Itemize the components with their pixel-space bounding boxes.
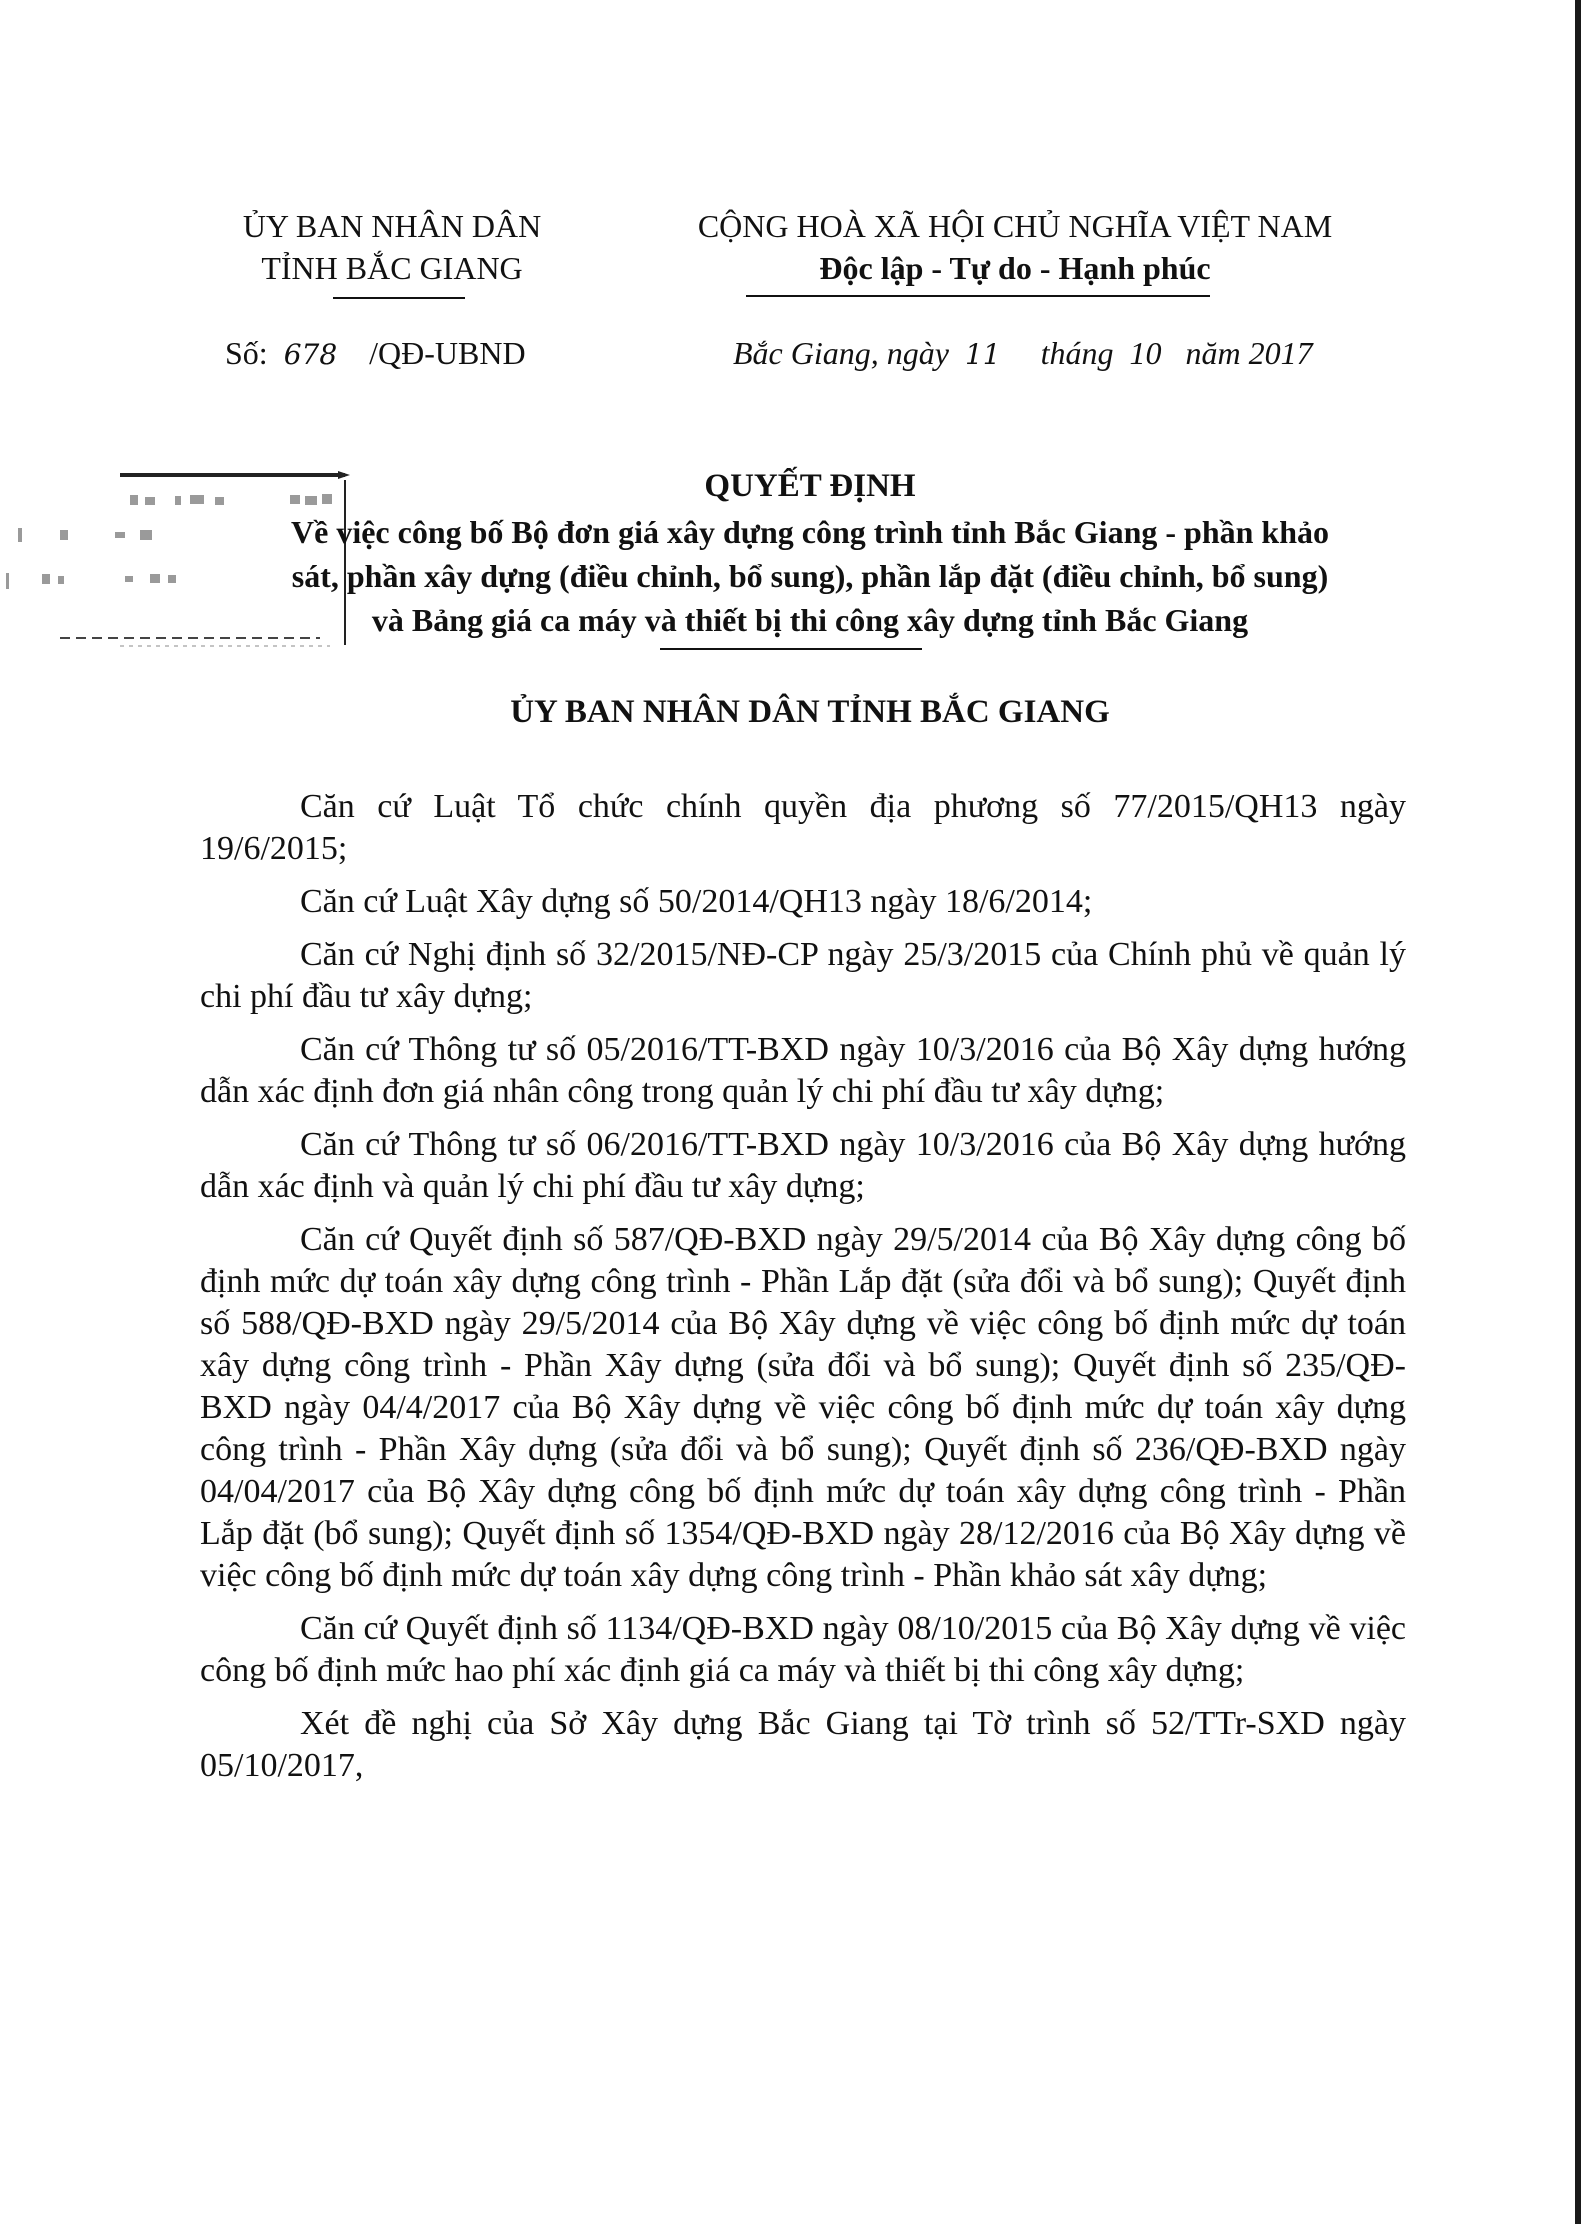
doc-number-suffix: /QĐ-UBND — [369, 335, 526, 371]
date-month: 10 — [1129, 335, 1162, 371]
body-paragraph: Căn cứ Luật Tổ chức chính quyền địa phương số 77/2015/QH13 ngày 19/6/2015; — [200, 788, 1406, 867]
body-paragraph: Căn cứ Thông tư số 05/2016/TT-BXD ngày 10/3/2016 của Bộ Xây dựng hướng dẫn xác định đơn giá nhân công trong quản lý chi phí đầu tư xây dựng; — [200, 1031, 1406, 1110]
subject-line-3: và Bảng giá ca máy và thiết bị thi công xây dựng tỉnh Bắc Giang — [371, 602, 1249, 638]
doc-number-prefix: Số: — [225, 335, 268, 371]
body-paragraph: Căn cứ Nghị định số 32/2015/NĐ-CP ngày 25/3/2015 của Chính phủ về quản lý chi phí đầu tư xây dựng; — [200, 936, 1406, 1015]
date-day: 11 — [964, 338, 1001, 371]
document-date — [733, 333, 1313, 375]
doc-number-value: 678 — [283, 338, 338, 371]
body-paragraph: Căn cứ Quyết định số 1134/QĐ-BXD ngày 08/10/2015 của Bộ Xây dựng về việc công bố định mức hao phí xác định giá ca máy và thiết bị thi công xây dựng; — [200, 1610, 1406, 1689]
motto-underline — [746, 295, 1210, 297]
date-place-prefix: Bắc Giang, ngày — [733, 335, 949, 371]
agency-underline — [333, 297, 465, 299]
body-paragraph: Căn cứ Quyết định số 587/QĐ-BXD ngày 29/5/2014 của Bộ Xây dựng công bố định mức dự toán xây dựng công trình - Phần Lắp đặt (sửa đổi và bổ sung); Quyết định số 588/QĐ-BXD ngày 29/5/2014 của Bộ Xây dựng về việc công bố định mức dự toán xây dựng công trình - Phần Xây dựng (sửa đổi và bổ sung); Quyết định số 235/QĐ-BXD ngày 04/4/2017 của Bộ Xây dựng về việc công bố định mức dự toán xây dựng công trình - Phần Xây dựng (sửa đổi và bổ sung); Quyết định số 236/QĐ-BXD ngày 04/04/2017 của Bộ Xây dựng công bố định mức dự toán xây dựng công trình - Phần Lắp đặt (bổ sung); Quyết định số 1354/QĐ-BXD ngày 28/12/2016 của Bộ Xây dựng về việc công bố định mức dự toán xây dựng công trình - Phần khảo sát xây dựng; — [200, 1221, 1406, 1594]
nation-line-1: CỘNG HOÀ XÃ HỘI CHỦ NGHĨA VIỆT NAM — [697, 208, 1333, 244]
document-number — [225, 333, 526, 375]
body-paragraph: Xét đề nghị của Sở Xây dựng Bắc Giang tại Tờ trình số 52/TTr-SXD ngày 05/10/2017, — [200, 1705, 1406, 1784]
decision-title: QUYẾT ĐỊNH — [704, 468, 916, 504]
nation-header — [615, 205, 1415, 289]
date-year: 2017 — [1248, 335, 1313, 371]
agency-header — [202, 205, 582, 289]
body-paragraph: Căn cứ Luật Xây dựng số 50/2014/QH13 ngày 18/6/2014; — [300, 883, 1093, 920]
scan-edge-line — [1575, 0, 1581, 2224]
decision-subject — [200, 510, 1420, 642]
agency-line-2: TỈNH BẮC GIANG — [261, 250, 523, 286]
date-month-label: tháng — [1040, 335, 1114, 371]
issuing-authority: ỦY BAN NHÂN DÂN TỈNH BẮC GIANG — [510, 694, 1110, 730]
date-year-label: năm — [1185, 335, 1241, 371]
subject-line-1: Về việc công bố Bộ đơn giá xây dựng công trình tỉnh Bắc Giang - phần khảo — [291, 514, 1329, 550]
nation-motto: Độc lập - Tự do - Hạnh phúc — [819, 250, 1211, 286]
subject-underline — [660, 648, 922, 650]
subject-line-2: sát, phần xây dựng (điều chỉnh, bổ sung), phần lắp đặt (điều chỉnh, bổ sung) — [291, 558, 1329, 594]
agency-line-1: ỦY BAN NHÂN DÂN — [242, 208, 542, 244]
body-paragraph: Căn cứ Thông tư số 06/2016/TT-BXD ngày 10/3/2016 của Bộ Xây dựng hướng dẫn xác định và quản lý chi phí đầu tư xây dựng; — [200, 1126, 1406, 1205]
document-body — [200, 786, 1406, 1798]
